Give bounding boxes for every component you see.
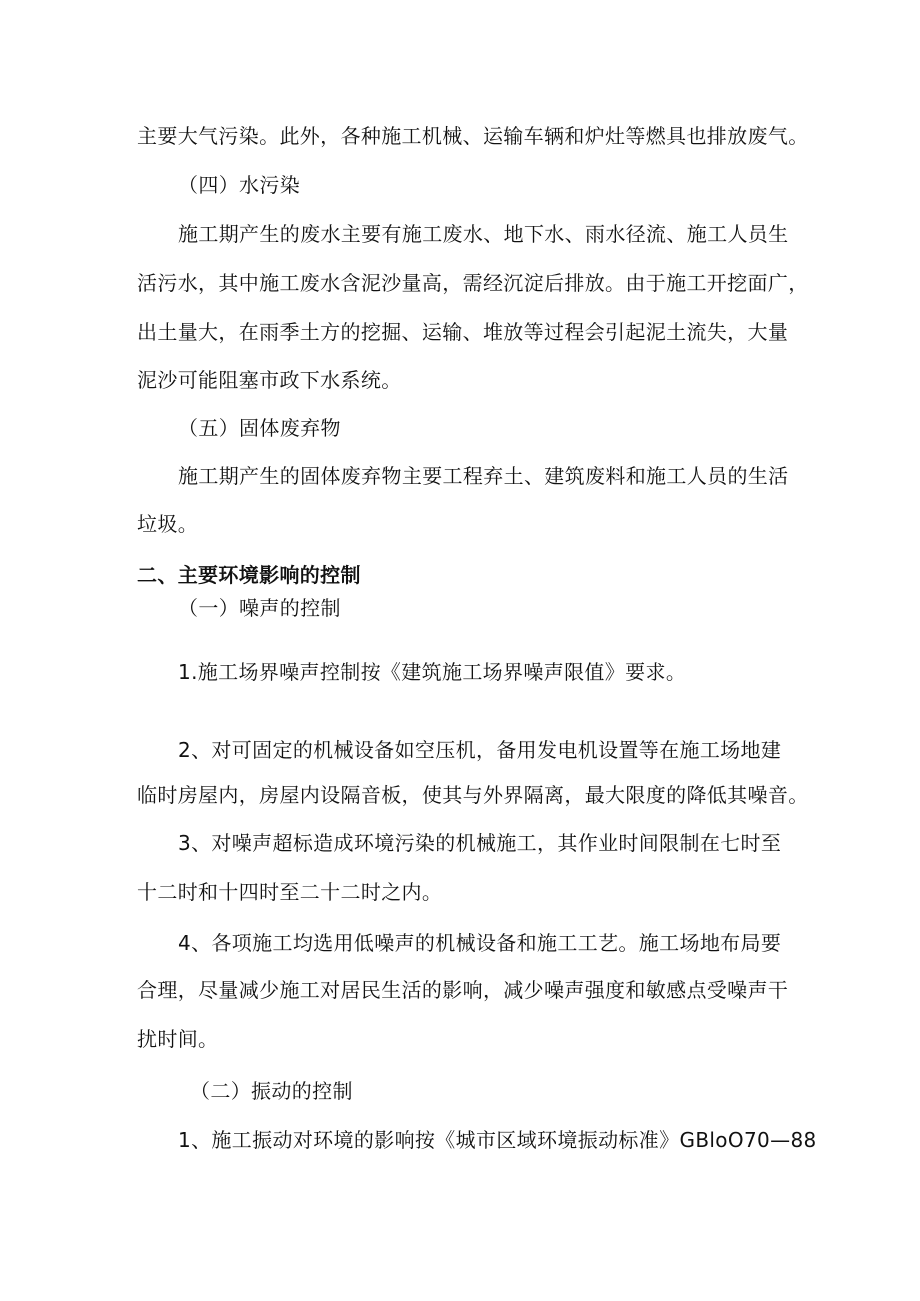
paragraph-line: 十二时和十四时至二十二时之内。 <box>137 880 443 904</box>
section-heading: （一）噪声的控制 <box>178 596 341 620</box>
paragraph-line: 施工期产生的废水主要有施工废水、地下水、雨水径流、施工人员生 <box>178 222 789 246</box>
paragraph-line: 1.施工场界噪声控制按《建筑施工场界噪声限值》要求。 <box>178 660 687 684</box>
paragraph-line: 出土量大，在雨季土方的挖掘、运输、堆放等过程会引起泥土流失，大量 <box>137 320 789 344</box>
paragraph-line: 合理，尽量减少施工对居民生活的影响，减少噪声强度和敏感点受噪声干 <box>137 978 789 1002</box>
paragraph-line: 活污水，其中施工废水含泥沙量高，需经沉淀后排放。由于施工开挖面广， <box>137 271 809 295</box>
paragraph-line: 3、对噪声超标造成环境污染的机械施工，其作业时间限制在七时至 <box>178 831 782 855</box>
section-heading: （二）振动的控制 <box>190 1079 353 1103</box>
paragraph-line: 2、对可固定的机械设备如空压机，备用发电机设置等在施工场地建 <box>178 738 782 762</box>
paragraph-line: 泥沙可能阻塞市政下水系统。 <box>137 368 402 392</box>
paragraph-line: 扰时间。 <box>137 1027 219 1051</box>
paragraph-line: 临时房屋内，房屋内设隔音板，使其与外界隔离，最大限度的降低其噪音。 <box>137 783 809 807</box>
chapter-heading: 二、主要环境影响的控制 <box>137 563 361 587</box>
section-heading: （四）水污染 <box>178 173 301 197</box>
paragraph-line: 1、施工振动对环境的影响按《城市区域环境振动标准》GBloO70—88 <box>178 1128 817 1152</box>
paragraph-line: 施工期产生的固体废弃物主要工程弃土、建筑废料和施工人员的生活 <box>178 464 789 488</box>
paragraph-line: 垃圾。 <box>137 512 199 536</box>
paragraph-line: 主要大气污染。此外，各种施工机械、运输车辆和炉灶等燃具也排放废气。 <box>137 124 809 148</box>
section-heading: （五）固体废弃物 <box>178 416 341 440</box>
paragraph-line: 4、各项施工均选用低噪声的机械设备和施工工艺。施工场地布局要 <box>178 931 782 955</box>
